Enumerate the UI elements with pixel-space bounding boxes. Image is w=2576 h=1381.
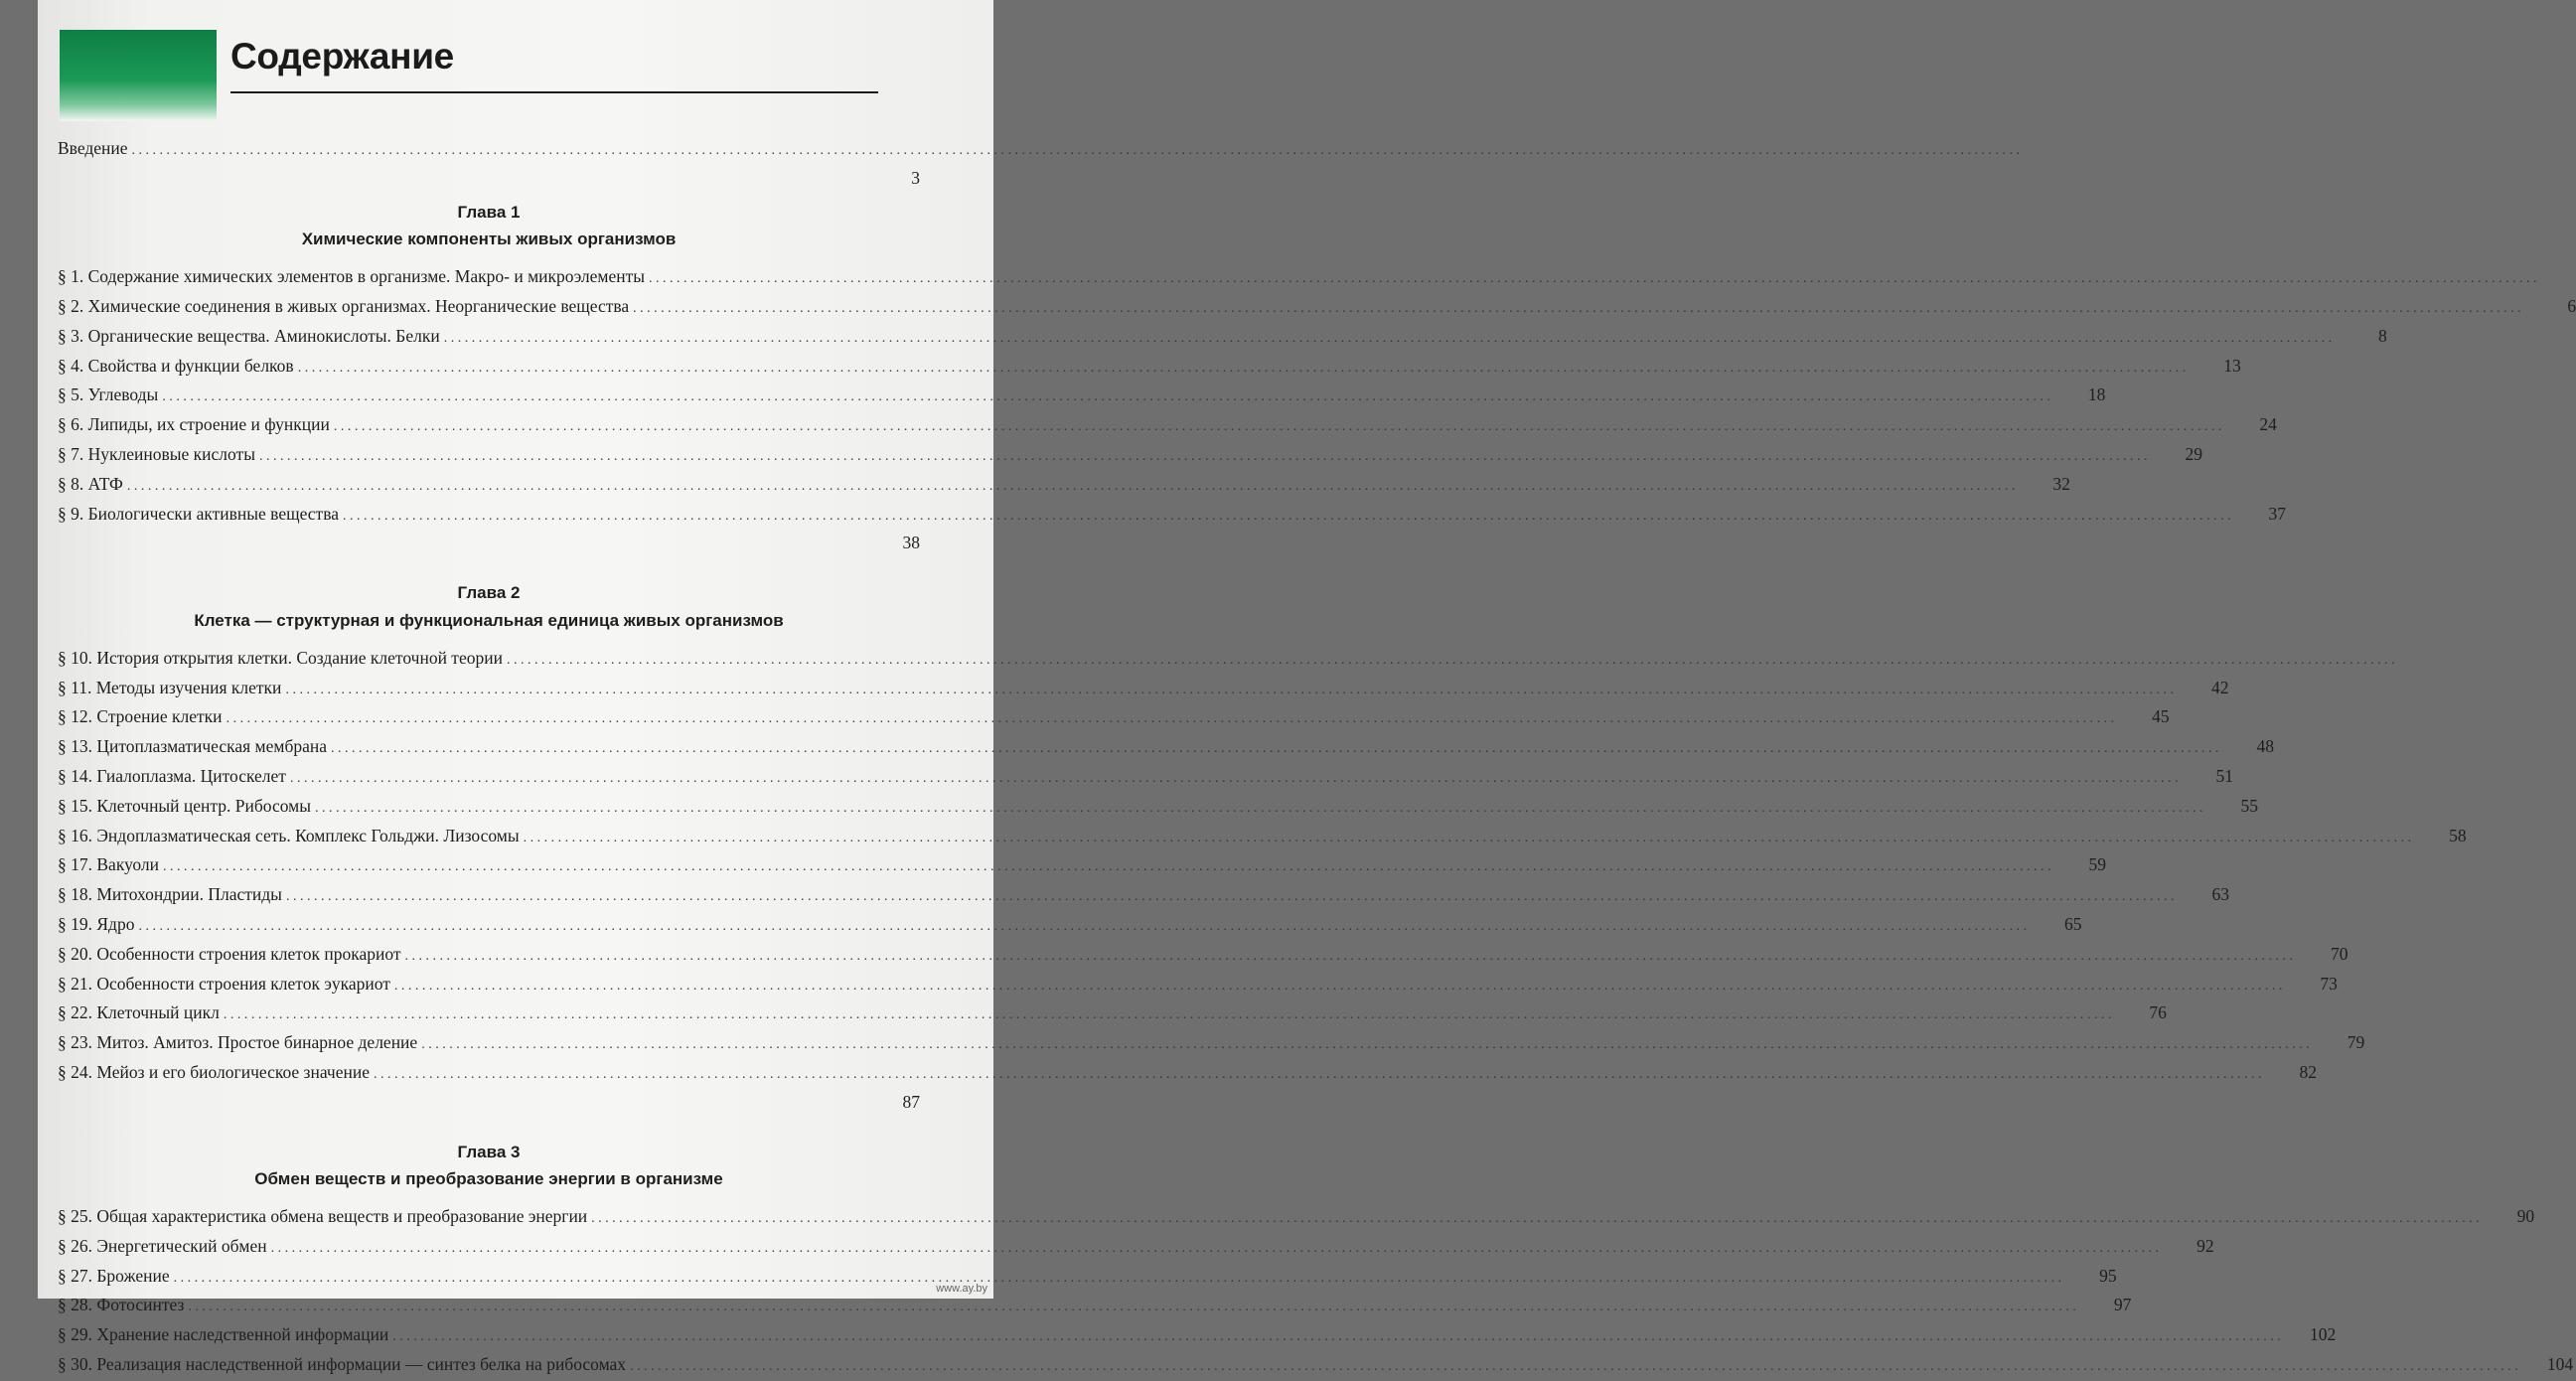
toc-entry-label: § 24. Мейоз и его биологическое значение [58, 1061, 370, 1082]
toc-entry-label: § 9. Биологически активные вещества [58, 503, 339, 524]
toc-entry[interactable] [58, 941, 2349, 971]
toc-entry-page: 63 [2211, 884, 2229, 905]
toc-entry[interactable] [58, 471, 2070, 501]
book-page [38, 0, 2576, 1375]
toc-entry[interactable] [58, 1203, 2535, 1233]
leader-dots [132, 137, 2024, 165]
toc-entry-label: § 5. Углеводы [58, 384, 159, 405]
toc-entry-label: § 23. Митоз. Амитоз. Простое бинарное деление [58, 1032, 418, 1053]
toc-entry-label: § 14. Гиалоплазма. Цитоскелет [58, 765, 286, 786]
green-header-band [60, 30, 217, 121]
chapter-title: Химические компоненты живых организмов [301, 230, 677, 249]
leader-dots [392, 1323, 2284, 1351]
leader-dots [227, 705, 2118, 733]
toc-entry[interactable] [58, 703, 2170, 733]
toc-entry[interactable] [58, 851, 2107, 881]
leader-dots [334, 413, 2225, 441]
toc-entry-label: § 20. Особенности строения клеток прокариот [58, 943, 401, 964]
toc-entry[interactable] [58, 971, 2338, 1000]
toc-entry[interactable] [58, 675, 2229, 704]
toc-entry-label: § 25. Общая характеристика обмена веществ и преобразование энергии [58, 1206, 588, 1227]
toc-entry-label: § 8. АТФ [58, 473, 123, 494]
leader-dots [188, 1294, 2079, 1321]
toc-entry-page: 90 [2516, 1206, 2535, 1227]
chapter-2-entries [58, 645, 2467, 1117]
leader-dots [298, 355, 2190, 383]
toc-entry-page: 97 [2113, 1295, 2132, 1315]
toc-entry-intro[interactable] [58, 135, 920, 165]
chapter-1-entries [58, 263, 2576, 557]
toc-entry-page: 13 [2223, 355, 2241, 376]
toc-entry-page: 8 [2377, 325, 2387, 346]
leader-dots [285, 677, 2177, 704]
leader-dots [343, 503, 2234, 531]
toc-entry-page: 6 [2567, 295, 2576, 316]
leader-dots [163, 853, 2054, 881]
leader-dots [259, 443, 2151, 471]
toc-entry[interactable] [58, 293, 2576, 323]
toc-entry-label: § 11. Методы изучения клетки [58, 677, 282, 697]
leader-dots [315, 795, 2206, 823]
toc-entry-page: 102 [2310, 1324, 2337, 1345]
toc-entry[interactable] [58, 1351, 2574, 1381]
leader-dots [286, 883, 2178, 911]
toc-entry-label: § 12. Строение клетки [58, 706, 223, 727]
leader-dots [394, 973, 2286, 1000]
toc-entry-label: § 6. Липиды, их строение и функции [58, 414, 330, 435]
toc-entry-page: 73 [2320, 973, 2338, 994]
toc-entry-page: 95 [2099, 1265, 2117, 1286]
leader-dots [649, 265, 2540, 293]
toc-entry-page: 87 [902, 1091, 920, 1112]
toc-entry[interactable] [58, 763, 2233, 793]
leader-dots [421, 1031, 2313, 1059]
toc-entry-page: 76 [2149, 1002, 2167, 1023]
toc-entry[interactable] [58, 1059, 2317, 1089]
toc-entry-label: § 1. Содержание химических элементов в организме. Макро- и микроэлементы [58, 266, 646, 287]
leader-dots [331, 735, 2222, 763]
toc-entry-page: 38 [902, 533, 920, 553]
leader-dots [405, 943, 2297, 971]
toc-entry-page: 51 [2215, 765, 2233, 786]
toc-entry[interactable] [58, 263, 920, 293]
toc-entry-label: § 10. История открытия клетки. Создание клеточной теории [58, 647, 503, 668]
toc-entry-page: 29 [2185, 443, 2202, 464]
toc-entry-page: 58 [2449, 825, 2467, 845]
leader-dots [138, 913, 2030, 941]
toc-entry-label: § 13. Цитоплазматическая мембрана [58, 736, 328, 757]
toc-entry[interactable] [58, 1292, 2132, 1321]
toc-entry-label: § 30. Реализация наследственной информации — синтез белка на рибосомах [58, 1354, 627, 1375]
toc-entry-page: 37 [2268, 503, 2286, 524]
toc-entry-label: § 15. Клеточный центр. Рибосомы [58, 795, 311, 816]
toc-entry[interactable] [58, 353, 2241, 383]
toc-entry-page: 18 [2087, 384, 2106, 405]
toc-entry-label: § 4. Свойства и функции белков [58, 355, 294, 376]
toc-entry[interactable] [58, 645, 920, 675]
toc-entry-page: 65 [2063, 913, 2082, 934]
toc-entry[interactable] [58, 823, 2467, 852]
toc-entry[interactable] [58, 1321, 2337, 1351]
toc-entry[interactable] [58, 793, 2258, 823]
leader-dots [630, 1353, 2521, 1381]
toc-entry[interactable] [58, 911, 2082, 941]
toc-entry-label: § 29. Хранение наследственной информации [58, 1324, 389, 1345]
leader-dots [633, 295, 2524, 323]
toc-entry-page: 32 [2052, 473, 2070, 494]
toc-entry-label: § 21. Особенности строения клеток эукариот [58, 973, 390, 994]
toc-entry-page: 79 [2347, 1032, 2365, 1053]
toc-entry-page: 70 [2331, 943, 2349, 964]
leader-dots [374, 1061, 2265, 1089]
toc-entry-label: § 17. Вакуоли [58, 854, 160, 875]
toc-entry-label: § 26. Энергетический обмен [58, 1235, 267, 1256]
leader-dots [290, 765, 2182, 793]
chapter-title: Клетка — структурная и функциональная единица живых организмов [194, 610, 784, 630]
chapter-number: Глава 2 [457, 583, 521, 603]
toc-entry[interactable] [58, 733, 2275, 763]
toc-entry[interactable] [58, 441, 2202, 471]
chapter-number: Глава 3 [457, 1142, 521, 1161]
toc-entry-page: 48 [2256, 736, 2275, 757]
toc-entry-page: 45 [2152, 706, 2170, 727]
toc-entry[interactable] [58, 999, 2167, 1029]
leader-dots [224, 1001, 2115, 1029]
chapter-title: Обмен веществ и преобразование энергии в организме [254, 1169, 723, 1189]
toc-entry[interactable] [58, 501, 2286, 531]
leader-dots [271, 1235, 2163, 1263]
toc-entry-page: 104 [2546, 1354, 2574, 1375]
leader-dots [591, 1205, 2483, 1233]
toc-entry-label: § 7. Нуклеиновые кислоты [58, 443, 255, 464]
leader-dots [174, 1265, 2065, 1293]
toc-entry-label: § 28. Фотосинтез [58, 1295, 185, 1315]
leader-dots [524, 825, 2415, 852]
page-title: Содержание [230, 36, 454, 77]
toc-entry[interactable] [58, 323, 2387, 353]
toc-entry-label: § 16. Эндоплазматическая сеть. Комплекс Гольджи. Лизосомы [58, 825, 520, 845]
toc-entry-page: 55 [2240, 795, 2258, 816]
leader-dots [127, 473, 2019, 501]
toc-entry-page: 42 [2210, 677, 2229, 697]
chapter-number: Глава 1 [457, 202, 521, 222]
toc-entry-page: 92 [2197, 1235, 2214, 1256]
title-rule [230, 91, 878, 93]
leader-dots [444, 325, 2336, 353]
toc-entry-label: § 19. Ядро [58, 913, 135, 934]
toc-entry-page: 24 [2259, 414, 2277, 435]
toc-entry[interactable] [58, 382, 2106, 411]
toc-entry[interactable] [58, 1233, 2214, 1263]
toc-entry[interactable] [58, 1029, 2365, 1059]
toc-entry-label: § 22. Клеточный цикл [58, 1002, 220, 1023]
toc-entry[interactable] [58, 411, 2277, 441]
toc-entry-label: Введение [58, 138, 128, 158]
watermark: www.ay.by [936, 1283, 987, 1295]
leader-dots [162, 384, 2053, 411]
toc-entry-label: § 18. Митохондрии. Пластиды [58, 884, 282, 905]
toc-entry-label: § 2. Химические соединения в живых организмах. Неорганические вещества [58, 295, 630, 316]
toc-entry[interactable] [58, 881, 2229, 911]
toc-entry-page: 59 [2088, 854, 2107, 875]
toc-entry-intro-page: 3 [911, 167, 920, 188]
leader-dots [507, 647, 2398, 675]
toc-entry-page: 82 [2299, 1061, 2317, 1082]
toc-entry-label: § 3. Органические вещества. Аминокислоты. Белки [58, 325, 440, 346]
toc-entry-label: § 27. Брожение [58, 1265, 170, 1286]
